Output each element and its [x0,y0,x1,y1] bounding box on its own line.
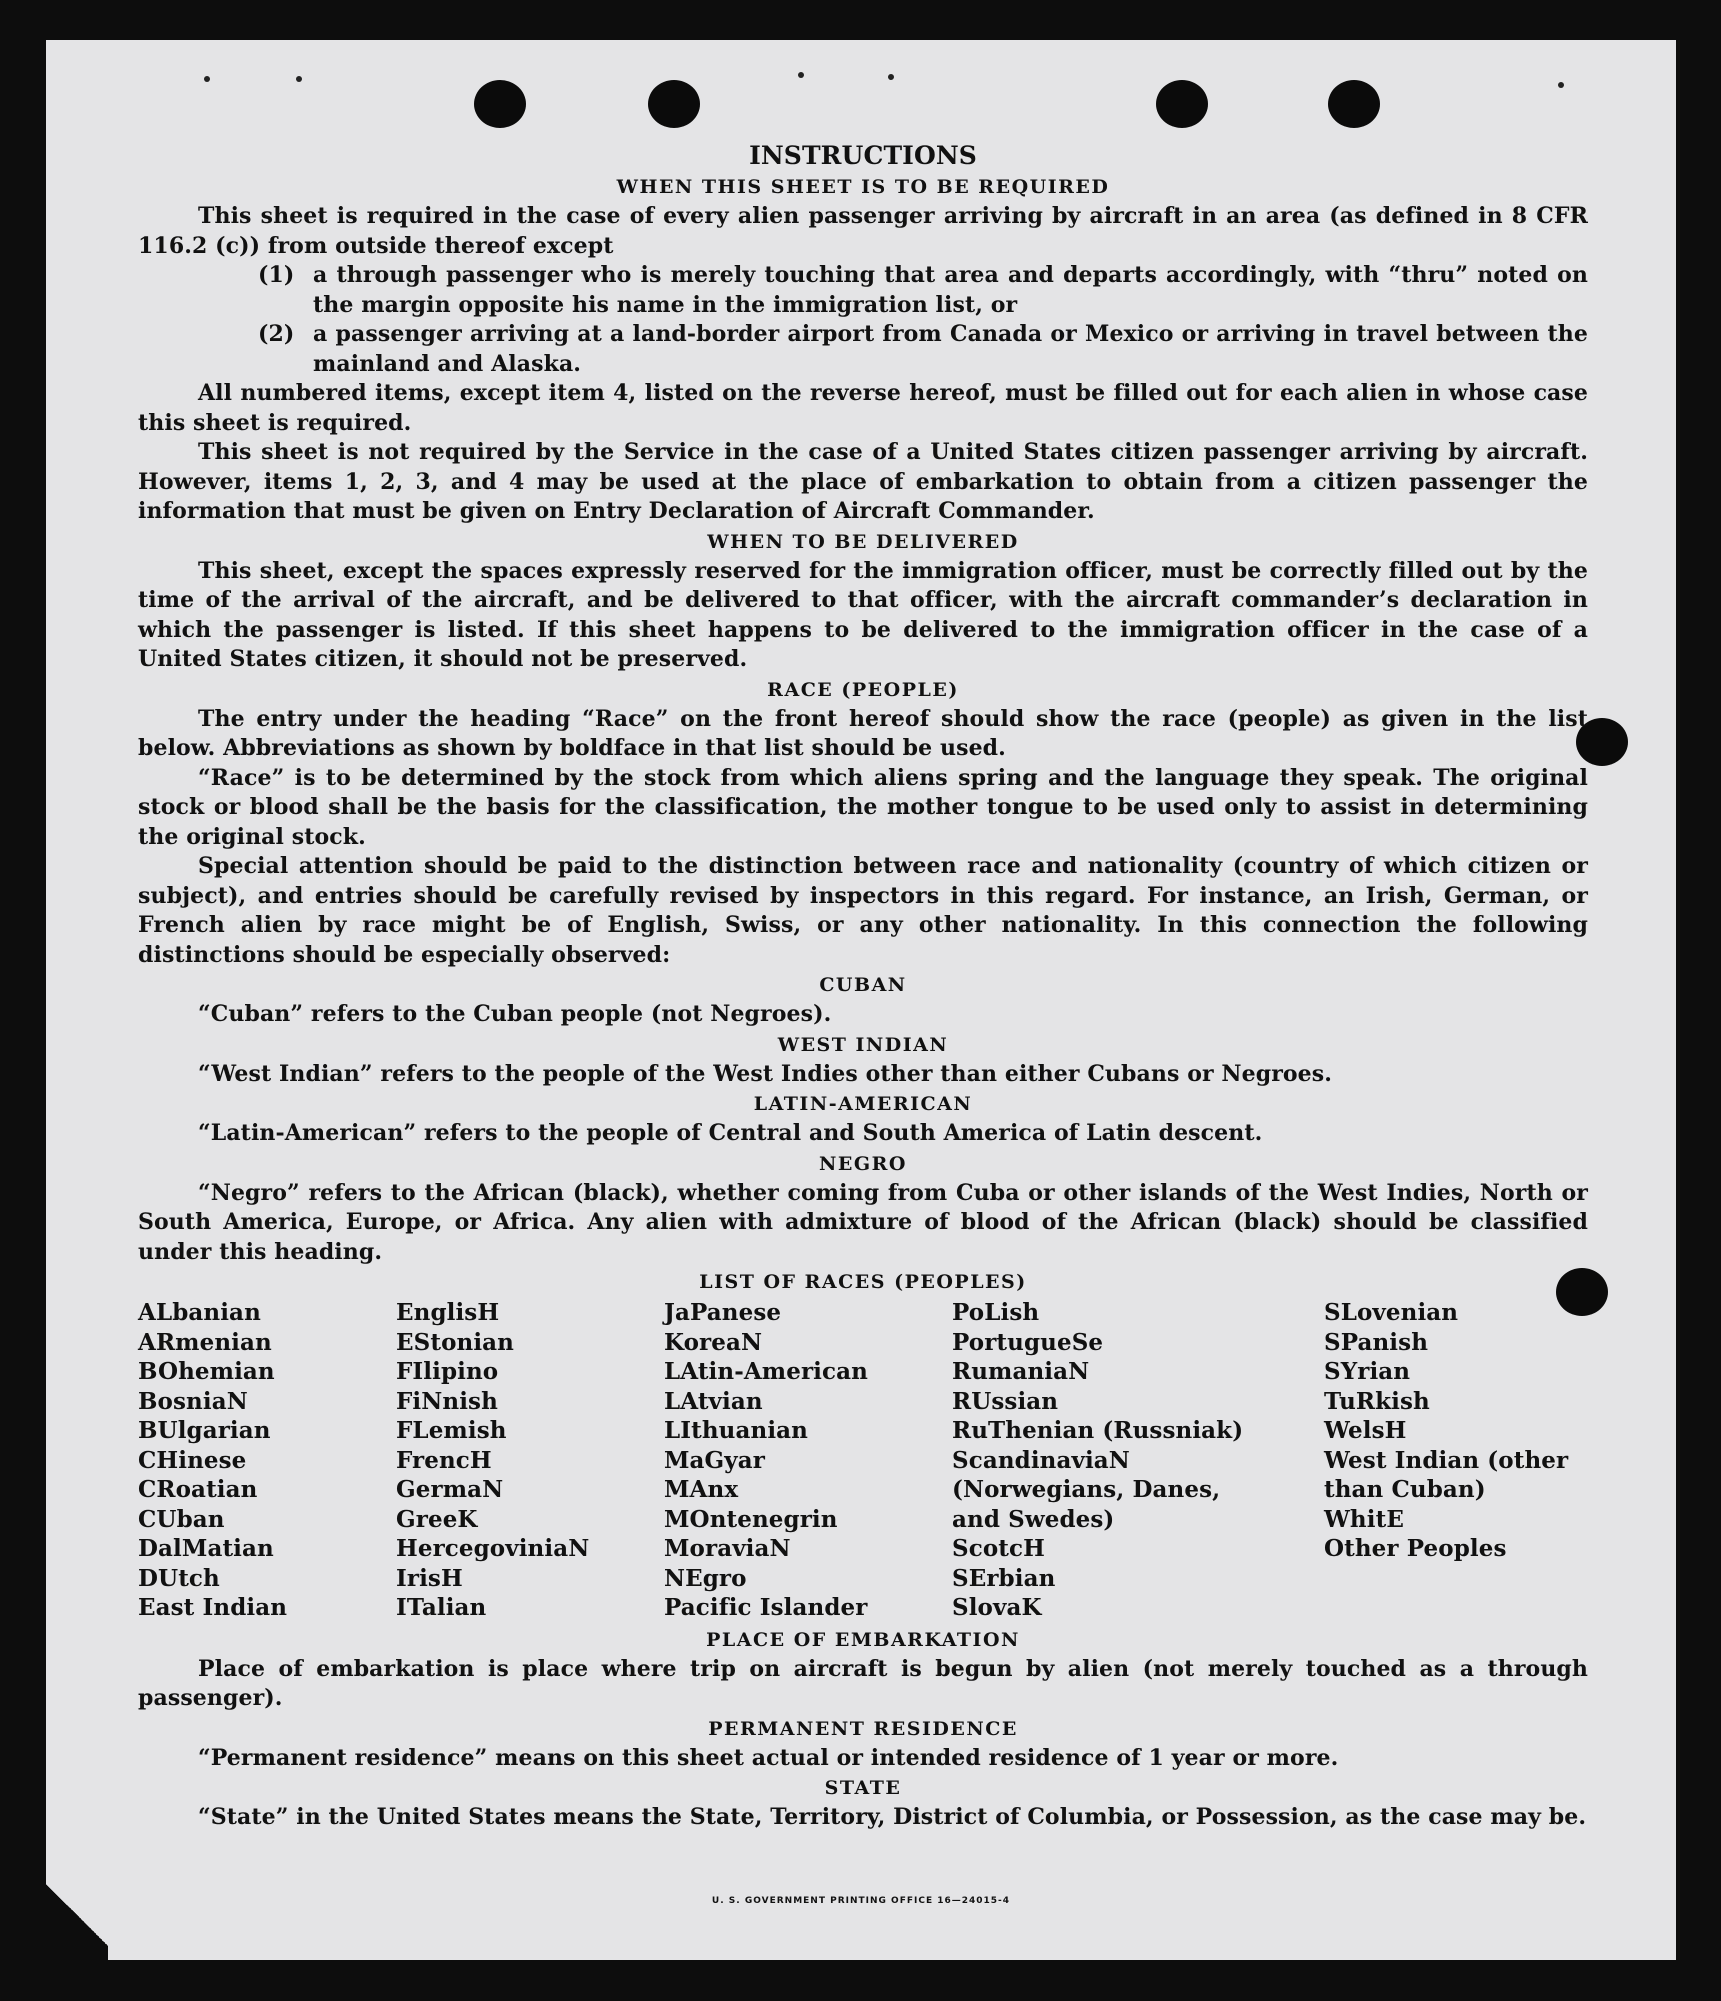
race-stock-paragraph: “Race” is to be determined by the stock from which aliens spring and the language they speak. The original stock or blood shall be the basis for the classification, the mother tongue to be used only to assist in determining the original stock. [138,764,1588,850]
race-entry: KoreaN [664,1328,763,1356]
race-entry: WhitE [1324,1505,1404,1533]
race-entry: PortugueSe [952,1328,1104,1356]
race-entry: EStonian [396,1328,514,1356]
numbered-items-paragraph: All numbered items, except item 4, listed on the reverse hereof, must be filled out for each alien in whose case this sheet is required. [138,380,1588,436]
printing-office-footer: U. S. GOVERNMENT PRINTING OFFICE 16—24015-4 [711,1896,1011,1906]
exception-item [138,261,1588,320]
list-of-races-heading: LIST OF RACES (PEOPLES) [699,1271,1027,1293]
folded-corner [46,1870,108,1960]
embarkation-heading: PLACE OF EMBARKATION [706,1628,1020,1651]
race-entry: FrencH [396,1446,492,1474]
punch-hole [648,80,700,128]
race-entry: IrisH [396,1564,463,1592]
exception-number: (2) [258,321,295,347]
race-entry: EnglisH [396,1299,500,1326]
race-entry: West Indian (other than Cuban) [1324,1446,1569,1503]
when-required-paragraph: This sheet is required in the case of every alien passenger arriving by aircraft in an area (as defined in 8 CFR 116.2 (c)) from outside thereof except [138,203,1588,259]
when-delivered-heading: WHEN TO BE DELIVERED [707,530,1019,553]
races-list [138,1298,1588,1623]
race-entry: SLovenian [1324,1299,1459,1326]
race-entry: LAtin-American [664,1358,868,1385]
negro-text: “Negro” refers to the African (black), whether coming from Cuba or other islands of the West Indies, North or South America, Europe, or Africa. Any alien with admixture of blood of the African (black) should be classified under this heading. [138,1179,1588,1265]
race-heading: RACE (PEOPLE) [767,678,959,701]
ink-speck [798,72,804,78]
race-entry: MoraviaN [664,1535,791,1562]
race-entry: SlovaK [952,1594,1042,1621]
state-text: “State” in the United States means the State, Territory, District of Columbia, or Possession, as the case may be. [198,1804,1587,1830]
race-entry: LIthuanian [664,1417,808,1444]
instructions-title: INSTRUCTIONS [749,141,977,170]
cuban-heading: CUBAN [819,974,907,996]
race-entry: FLemish [396,1417,507,1444]
races-column [1324,1298,1584,1623]
races-column [664,1298,952,1623]
west-indian-text: “West Indian” refers to the people of the West Indies other than either Cubans or Negroes. [198,1060,1333,1087]
latin-american-text: “Latin-American” refers to the people of Central and South America of Latin descent. [198,1120,1263,1146]
punch-hole [1328,80,1380,128]
race-entry: BOhemian [138,1358,275,1385]
race-entry: CRoatian [138,1476,258,1503]
race-entry: ScotcH [952,1535,1045,1562]
race-entry: SErbian [952,1564,1056,1592]
race-entry: PoLish [952,1299,1040,1326]
race-entry: DalMatian [138,1535,274,1562]
race-entry: LAtvian [664,1387,763,1415]
race-entry: RumaniaN [952,1358,1090,1385]
race-entry: East Indian [138,1594,288,1621]
race-entry: MOntenegrin [664,1505,838,1533]
race-entry: RUssian [952,1387,1059,1415]
state-heading: STATE [824,1777,902,1799]
exception-text: a through passenger who is merely touching that area and departs accordingly, with “thru” noted on the margin opposite his name in the immigration list, or [313,262,1588,318]
race-entry: DUtch [138,1564,220,1592]
race-entry: GermaN [396,1476,504,1503]
race-entry: ALbanian [138,1299,261,1326]
ink-speck [204,76,210,82]
document-sheet [46,40,1676,1960]
ink-speck [1558,82,1564,88]
race-entry: ARmenian [138,1328,272,1356]
west-indian-heading: WEST INDIAN [777,1033,949,1056]
races-column [952,1298,1324,1623]
race-paragraph: The entry under the heading “Race” on the front hereof should show the race (people) as given in the list below. Abbreviations as shown by boldface in that list should be used. [138,705,1588,761]
cuban-text: “Cuban” refers to the Cuban people (not Negroes). [198,1001,832,1027]
race-entry: ITalian [396,1594,487,1621]
exception-number: (1) [258,262,295,288]
race-entry: BosniaN [138,1387,248,1415]
race-entry: Pacific Islander [664,1594,868,1621]
races-column [396,1298,664,1623]
race-entry: Other Peoples [1324,1535,1507,1562]
instructions-content [138,140,1588,1833]
exception-item [138,320,1588,379]
race-nationality-paragraph: Special attention should be paid to the distinction between race and nationality (country of which citizen or subject), and entries should be carefully revised by inspectors in this regard. For instance, an Irish, German, or French alien by race might be of English, Swiss, or any other nationality. In this connection the following distinctions should be especially observed: [138,853,1588,968]
when-delivered-paragraph: This sheet, except the spaces expressly reserved for the immigration officer, must be correctly filled out by the time of the arrival of the aircraft, and be delivered to that officer, with the aircraft commander’s declaration in which the passenger is listed. If this sheet happens to be delivered to the immigration officer in the case of a United States citizen, it should not be preserved. [138,557,1588,672]
races-column [138,1298,396,1623]
race-entry: GreeK [396,1505,478,1533]
race-entry: FIlipino [396,1358,499,1385]
race-entry: SYrian [1324,1358,1411,1385]
embarkation-text: Place of embarkation is place where trip on aircraft is begun by alien (not merely touched as a through passenger). [138,1655,1588,1711]
latin-american-heading: LATIN-AMERICAN [753,1093,973,1115]
race-entry: MaGyar [664,1446,765,1474]
race-entry: RuThenian (Russniak) [952,1417,1244,1444]
negro-heading: NEGRO [819,1152,907,1175]
race-entry: TuRkish [1324,1387,1430,1415]
race-entry: CHinese [138,1446,247,1474]
race-entry: SPanish [1324,1328,1429,1356]
when-required-heading: WHEN THIS SHEET IS TO BE REQUIRED [616,176,1110,198]
race-entry: MAnx [664,1476,739,1503]
race-entry: HercegoviniaN [396,1535,590,1562]
race-entry: WelsH [1324,1417,1407,1444]
citizen-paragraph: This sheet is not required by the Service in the case of a United States citizen passenger arriving by aircraft. However, items 1, 2, 3, and 4 may be used at the place of embarkation to obtain from a citizen passenger the information that must be given on Entry Declaration of Aircraft Commander. [138,439,1588,524]
punch-hole [1156,80,1208,128]
race-entry: BUlgarian [138,1417,271,1444]
race-entry: NEgro [664,1564,747,1592]
race-entry: FiNnish [396,1387,498,1415]
residence-heading: PERMANENT RESIDENCE [708,1717,1018,1740]
race-entry: JaPanese [664,1299,782,1326]
ink-speck [296,76,302,82]
race-entry: ScandinaviaN (Norwegians, Danes, and Swedes) [952,1446,1221,1533]
residence-text: “Permanent residence” means on this sheet actual or intended residence of 1 year or more. [198,1744,1339,1771]
punch-hole [474,80,526,128]
exception-text: a passenger arriving at a land-border airport from Canada or Mexico or arriving in travel between the mainland and Alaska. [313,321,1588,377]
race-entry: CUban [138,1505,225,1533]
ink-speck [888,74,894,80]
